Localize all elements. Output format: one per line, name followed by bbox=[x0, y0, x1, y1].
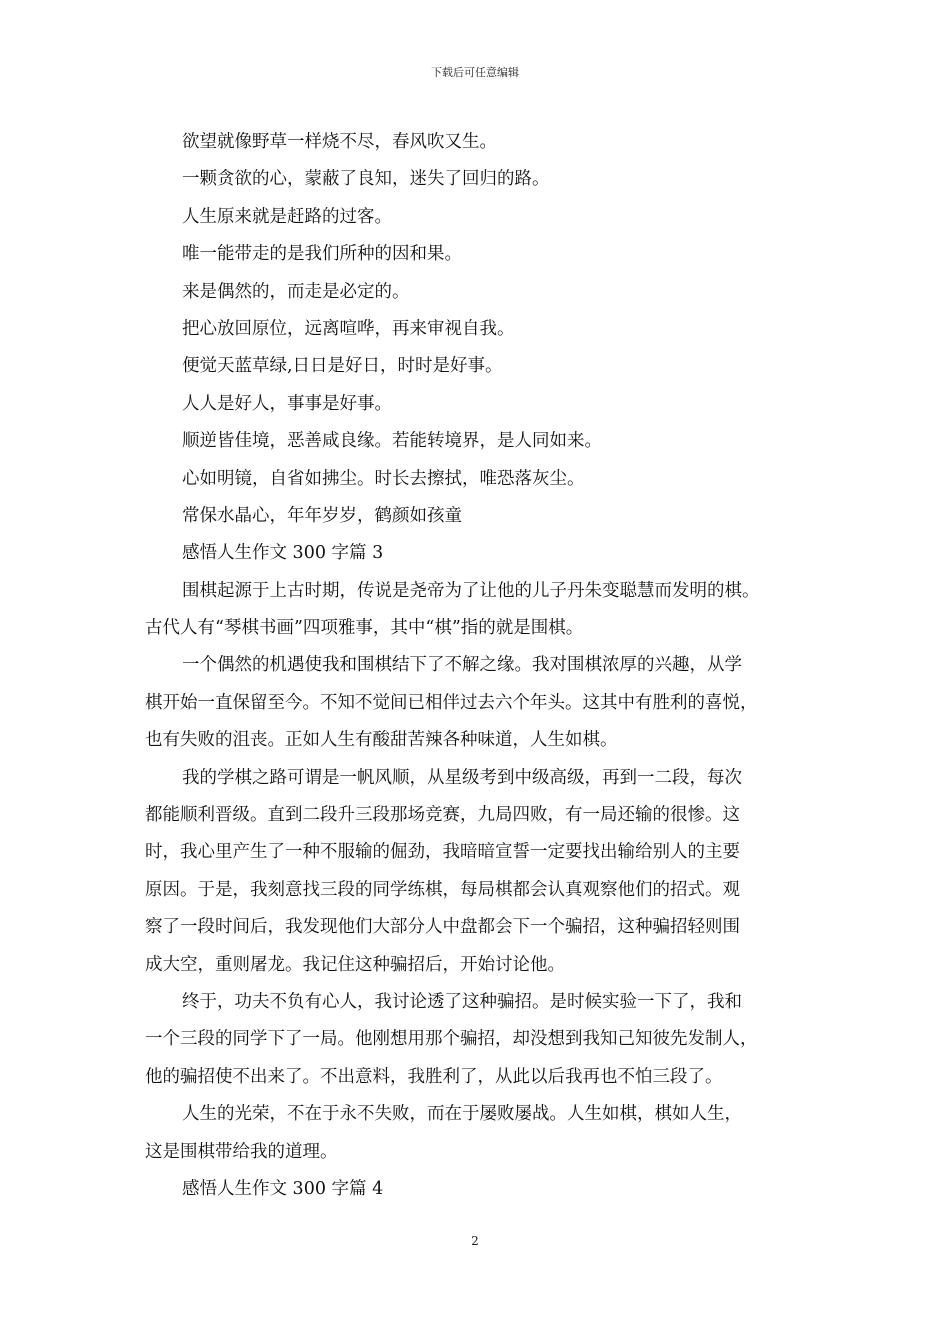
text-line: 察了一段时间后，我发现他们大部分人中盘都会下一个骗招，这种骗招轻则围 bbox=[145, 917, 740, 938]
text-line: 围棋起源于上古时期，传说是尧帝为了让他的儿子丹朱变聪慧而发明的棋。 bbox=[182, 580, 760, 601]
text-line: 他的骗招使不出来了。不出意料，我胜利了，从此以后我再也不怕三段了。 bbox=[145, 1066, 723, 1087]
text-line: 一个三段的同学下了一局。他刚想用那个骗招，却没想到我知己知彼先发制人， bbox=[145, 1029, 758, 1050]
text-line: 成大空，重则屠龙。我记住这种骗招后，开始讨论他。 bbox=[145, 954, 565, 975]
text-line: 也有失败的沮丧。正如人生有酸甜苦辣各种味道，人生如棋。 bbox=[145, 730, 618, 751]
text-line: 人生的光荣，不在于永不失败，而在于屡败屡战。人生如棋，棋如人生， bbox=[182, 1104, 742, 1125]
text-line: 感悟人生作文 300 字篇 4 bbox=[182, 1178, 384, 1199]
text-line: 时，我心里产生了一种不服输的倔劲，我暗暗宣誓一定要找出输给别人的主要 bbox=[145, 842, 740, 863]
text-line: 感悟人生作文 300 字篇 3 bbox=[182, 543, 384, 564]
text-line: 古代人有“琴棋书画”四项雅事，其中“棋”指的就是围棋。 bbox=[145, 618, 584, 639]
text-line: 一个偶然的机遇使我和围棋结下了不解之缘。我对围棋浓厚的兴趣，从学 bbox=[182, 655, 742, 676]
text-line: 便觉天蓝草绿,日日是好日，时时是好事。 bbox=[182, 356, 503, 377]
text-line: 唯一能带走的是我们所种的因和果。 bbox=[182, 244, 462, 265]
text-line: 常保水晶心，年年岁岁，鹤颜如孩童 bbox=[182, 505, 462, 526]
text-line: 都能顺利晋级。直到二段升三段那场竞赛，九局四败，有一局还输的很惨。这 bbox=[145, 805, 740, 826]
text-line: 心如明镜，自省如拂尘。时长去擦拭，唯恐落灰尘。 bbox=[182, 468, 585, 489]
text-line: 终于，功夫不负有心人，我讨论透了这种骗招。是时候实验一下了，我和 bbox=[182, 991, 742, 1012]
page-number: 2 bbox=[471, 1234, 479, 1248]
text-line: 来是偶然的，而走是必定的。 bbox=[182, 281, 410, 302]
text-line: 人生原来就是赶路的过客。 bbox=[182, 206, 392, 227]
text-line: 这是围棋带给我的道理。 bbox=[145, 1141, 338, 1162]
text-line: 棋开始一直保留至今。不知不觉间已相伴过去六个年头。这其中有胜利的喜悦， bbox=[145, 692, 758, 713]
text-line: 欲望就像野草一样烧不尽，春风吹又生。 bbox=[182, 132, 497, 152]
text-line: 把心放回原位，远离喧哗，再来审视自我。 bbox=[182, 318, 515, 339]
text-line: 原因。于是，我刻意找三段的同学练棋，每局棋都会认真观察他们的招式。观 bbox=[145, 879, 740, 900]
text-line: 我的学棋之路可谓是一帆风顺，从星级考到中级高级，再到一二段，每次 bbox=[182, 767, 742, 788]
text-line: 顺逆皆佳境，恶善咸良缘。若能转境界，是人同如来。 bbox=[182, 431, 602, 452]
text-line: 人人是好人，事事是好事。 bbox=[182, 393, 392, 414]
text-line: 一颗贪欲的心，蒙蔽了良知，迷失了回归的路。 bbox=[182, 169, 550, 190]
page-header: 下载后可任意编辑 bbox=[431, 66, 519, 79]
document-body bbox=[145, 124, 815, 1208]
